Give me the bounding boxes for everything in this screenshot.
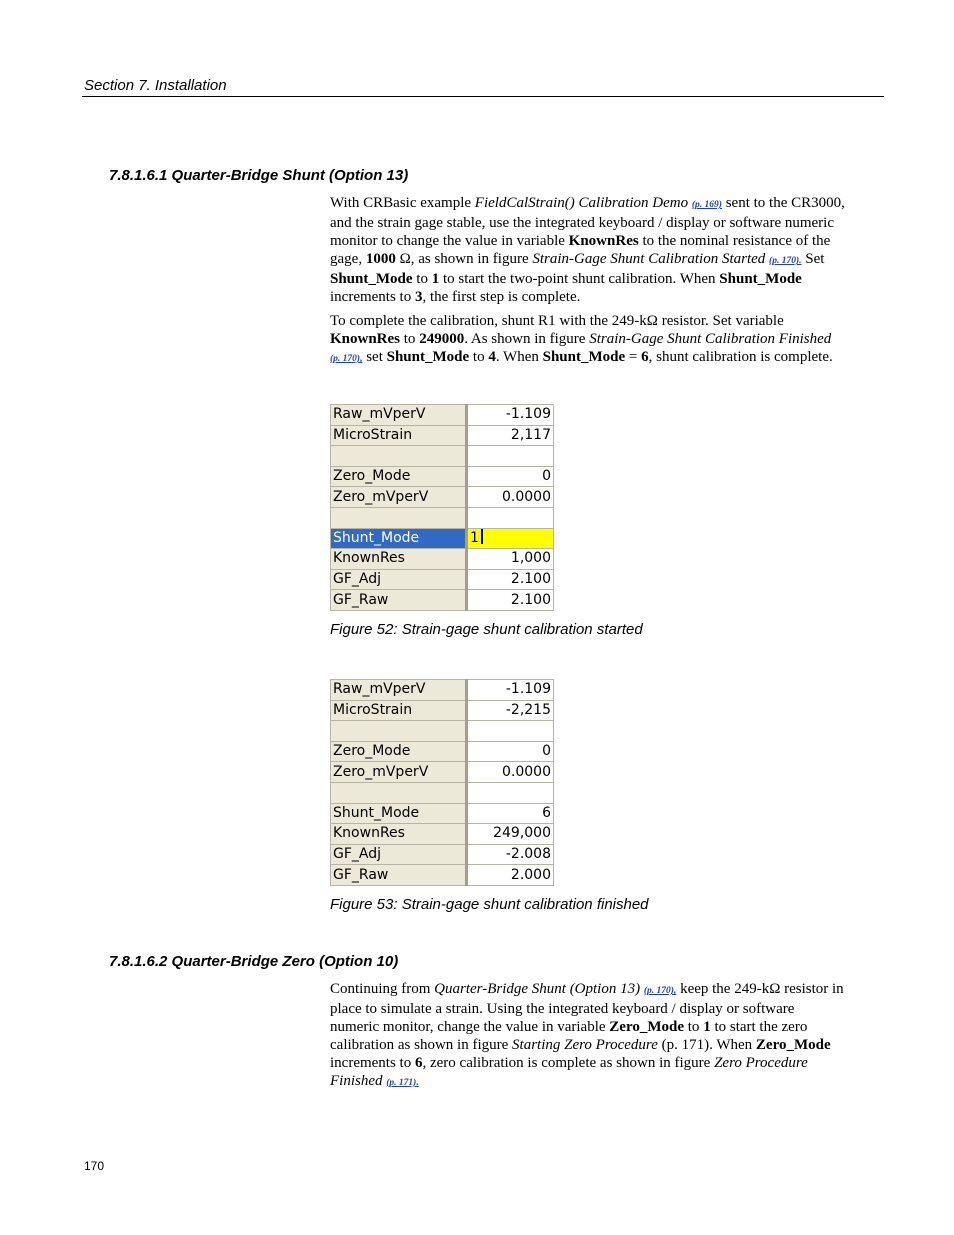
heading-quarter-bridge-shunt: 7.8.1.6.1 Quarter-Bridge Shunt (Option 13) [109,167,409,184]
table-row [331,844,554,865]
variable-value[interactable]: 1,000 [467,549,554,570]
variable-name[interactable]: Raw_mVperV [331,405,467,426]
variable-value[interactable]: 249,000 [467,824,554,845]
variable-value[interactable]: 2.100 [467,590,554,611]
table-row [331,549,554,570]
variable-value[interactable]: 0 [467,741,554,762]
page-ref-link[interactable]: (p. 170). [769,256,802,266]
page-ref-link[interactable]: (p. 170), [643,986,677,996]
page-number: 170 [84,1159,105,1173]
variable-value[interactable]: -2,215 [467,700,554,721]
variable-value[interactable]: 0 [467,466,554,487]
variable-value[interactable] [467,721,554,742]
variable-value[interactable]: 2,117 [467,425,554,446]
paragraph-shunt-intro: With CRBasic example FieldCalStrain() Calibration Demo (p. 169) sent to the CR3000, and the strain gage stable, use the integrated keyboard / display or software numeric monitor to change the value in variable KnownRes to the nominal resistance of the gage, 1000 Ω, as shown in figure Strain-Gage Shunt Calibration Started (p. 170). Set Shunt_Mode to 1 to start the two-point shunt calibration. When Shunt_Mode increments to 3, the first step is complete. [330,195,845,305]
section-header: Section 7. Installation [84,77,227,94]
table-row [331,425,554,446]
variable-name[interactable]: Zero_Mode [331,466,467,487]
table-row [331,865,554,886]
variable-name[interactable] [331,721,467,742]
table-row [331,466,554,487]
table-row [331,803,554,824]
variable-name[interactable]: GF_Raw [331,865,467,886]
variable-value[interactable]: 0.0000 [467,487,554,508]
variable-name[interactable]: MicroStrain [331,700,467,721]
numeric-monitor-grid-finished [330,679,554,886]
variable-name[interactable]: Shunt_Mode [331,803,467,824]
variable-name[interactable] [331,782,467,803]
variable-value[interactable] [467,782,554,803]
heading-quarter-bridge-zero: 7.8.1.6.2 Quarter-Bridge Zero (Option 10) [109,953,399,970]
table-row [331,700,554,721]
figure-53-caption: Figure 53: Strain-gage shunt calibration finished [330,896,649,913]
numeric-monitor-grid-started [330,404,554,611]
page-ref-link[interactable]: (p. 171). [386,1078,419,1088]
variable-name[interactable] [331,507,467,528]
variable-value[interactable]: 0.0000 [467,762,554,783]
variable-name-selected[interactable]: Shunt_Mode [331,528,467,549]
text-cursor [481,529,483,544]
header-rule [82,96,884,97]
edit-value[interactable]: 1 [470,529,479,546]
variable-name[interactable]: MicroStrain [331,425,467,446]
table-row [331,782,554,803]
variable-value-editing[interactable] [467,528,554,549]
variable-value[interactable]: -2.008 [467,844,554,865]
variable-name[interactable]: GF_Adj [331,844,467,865]
paragraph-shunt-complete: To complete the calibration, shunt R1 with the 249-kΩ resistor. Set variable KnownRes to 249000. As shown in figure Strain-Gage Shunt Calibration Finished (p. 170), set Shunt_Mode to 4. When Shunt_Mode = 6, shunt calibration is complete. [330,313,833,365]
table-row [331,487,554,508]
variable-name[interactable]: KnownRes [331,549,467,570]
variable-name[interactable]: GF_Adj [331,569,467,590]
page-ref-link[interactable]: (p. 169) [691,200,722,210]
variable-value[interactable]: -1.109 [467,680,554,701]
variable-value[interactable]: 6 [467,803,554,824]
table-row [331,405,554,426]
page-ref-link[interactable]: (p. 170), [330,354,363,364]
variable-name[interactable] [331,446,467,467]
table-row-selected [331,528,554,549]
variable-value[interactable]: 2.100 [467,569,554,590]
table-row [331,590,554,611]
table-row [331,446,554,467]
table-row [331,569,554,590]
variable-name[interactable]: GF_Raw [331,590,467,611]
variable-name[interactable]: Zero_mVperV [331,762,467,783]
variable-name[interactable]: KnownRes [331,824,467,845]
variable-name[interactable]: Raw_mVperV [331,680,467,701]
variable-value[interactable]: 2.000 [467,865,554,886]
variable-value[interactable] [467,507,554,528]
variable-value[interactable] [467,446,554,467]
table-row [331,680,554,701]
table-row [331,507,554,528]
table-row [331,721,554,742]
variable-name[interactable]: Zero_Mode [331,741,467,762]
table-row [331,824,554,845]
table-row [331,741,554,762]
table-row [331,762,554,783]
variable-value[interactable]: -1.109 [467,405,554,426]
figure-52-caption: Figure 52: Strain-gage shunt calibration started [330,621,643,638]
variable-name[interactable]: Zero_mVperV [331,487,467,508]
paragraph-zero-intro: Continuing from Quarter-Bridge Shunt (Option 13) (p. 170), keep the 249-kΩ resistor in place to simulate a strain. Using the integrated keyboard / display or software numeric monitor, change the value in variable Zero_Mode to 1 to start the zero calibration as shown in figure Starting Zero Procedure (p. 171). When Zero_Mode increments to 6, zero calibration is complete as shown in figure Zero Procedure Finished (p. 171). [330,981,844,1089]
